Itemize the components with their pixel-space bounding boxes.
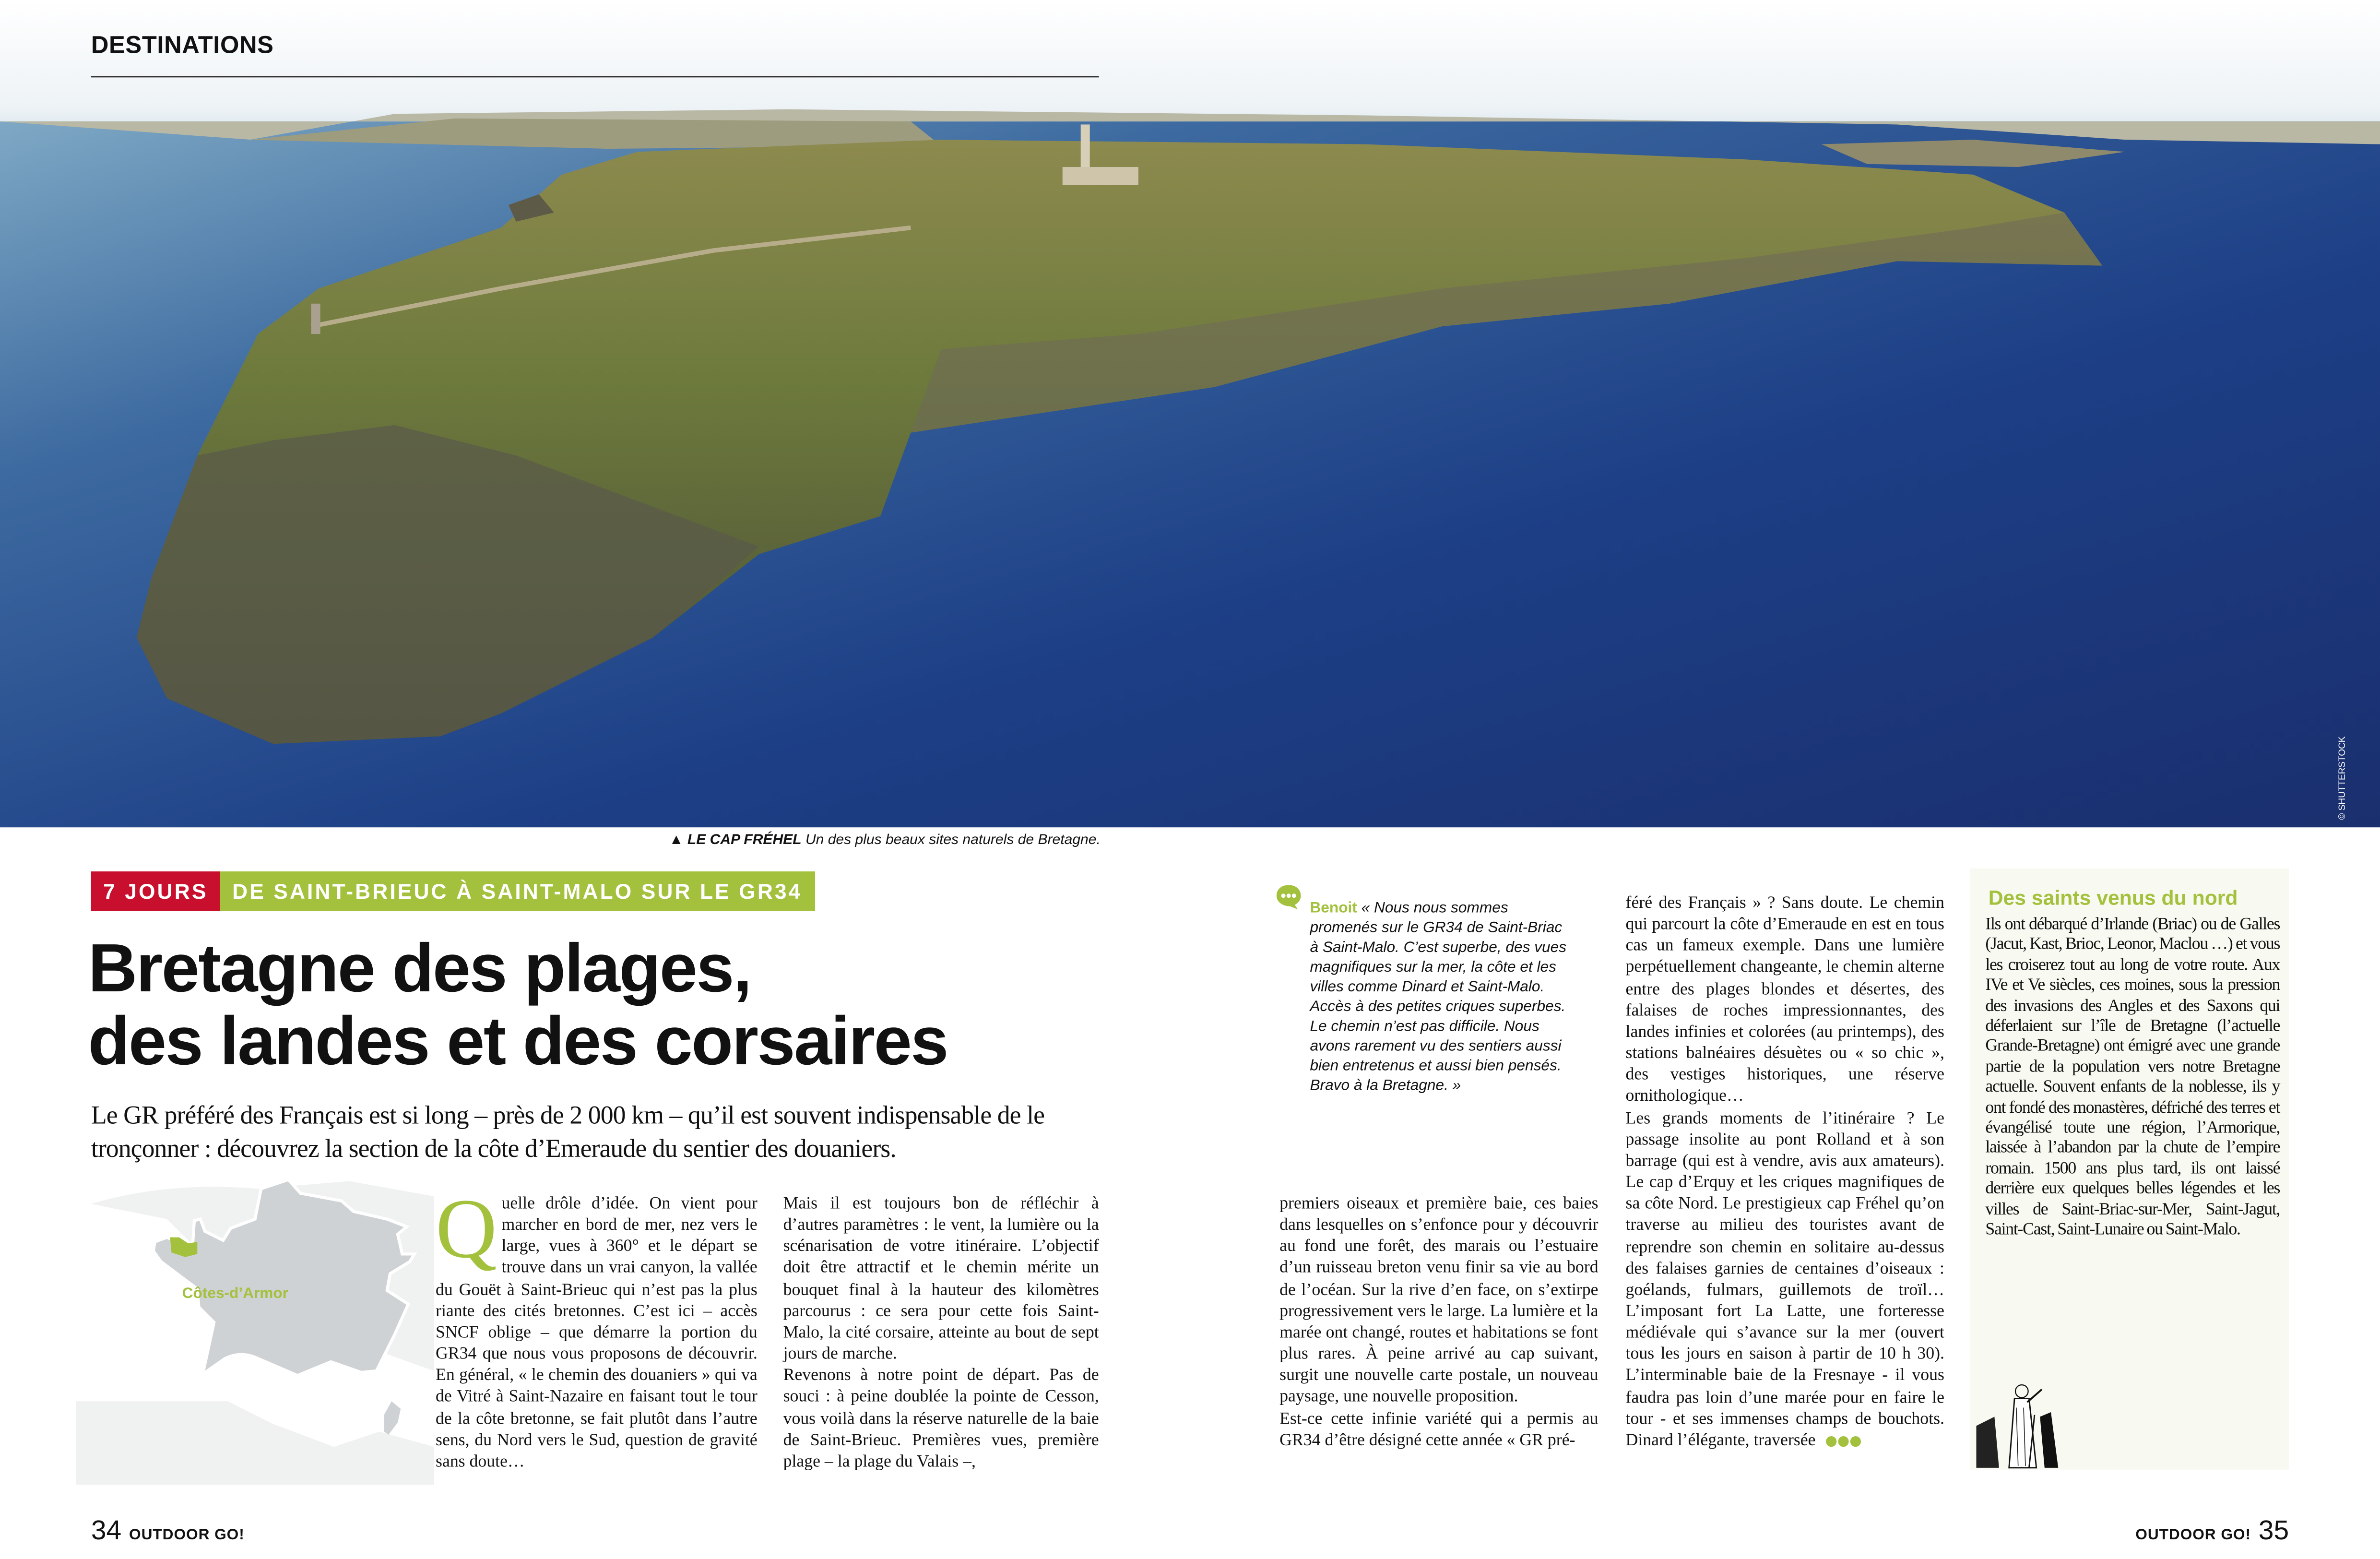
body-column-3 bbox=[1279, 1193, 1598, 1451]
title-line-1: Bretagne des plages, bbox=[88, 929, 751, 1007]
page-number: 35 bbox=[2258, 1515, 2289, 1546]
title-line-2: des landes et des corsaires bbox=[88, 1002, 947, 1080]
body-column-4 bbox=[1626, 893, 1944, 1452]
france-map bbox=[76, 1174, 434, 1485]
paragraph-text: Les grands moments de l’itinéraire ? Le passage insolite au pont Rolland et à son barrage (qui est à vendre, avis aux amateurs). Le cap d’Erquy et les criques magnifiques de sa côte Nord. Le prestigieux cap Fréhel qu’on traverse au milieu des touristes avant de reprendre son chemin en solitaire au-dessus des falaises garnies de centaines d’oiseaux : goélands, fulmars, guillemots de troïl… L’imposant fort La Latte, une forteresse médiévale qui s’avance sur la mer (ouvert tous les jours en saison à partir de 10 h 30). L’interminable baie de la Fresnaye - il vous faudra pas loin d’une marée pour en faire le tour - et ses immenses champs de bouchots. Dinard l’élégante, traversée bbox=[1625, 1109, 1944, 1450]
paragraph: premiers oiseaux et première baie, ces baies dans lesquelles on s’enfonce pour y découvrir au fond une forêt, des marais ou l’estuaire d’un ruisseau breton venu finir sa vie au bord de l’océan. Sur la rive d’en face, on s’extirpe progressivement vers le large. La lumière et la marée ont changé, routes et habitations se font plus rares. À peine arrivé au cap suivant, surgit une nouvelle carte postale, un nouveau paysage, une nouvelle proposition. bbox=[1279, 1194, 1599, 1407]
quote-text: « Nous nous sommes promenés sur le GR34 de Saint-Briac à Saint-Malo. C’est superbe, des vues magnifiques sur la mer, la côte et les villes comme Dinard et Saint-Malo. Accès à des petites criques superbes. Le chemin n’est pas difficile. Nous avons rarement vu des sentiers aussi bien entretenus et aussi bien pensés. Bravo à la Bretagne. » bbox=[1310, 900, 1567, 1095]
sidebar-title: Des saints venus du nord bbox=[1988, 886, 2238, 910]
photo-credit: © SHUTTERSTOCK bbox=[2339, 736, 2348, 820]
page-number: 34 bbox=[91, 1515, 122, 1546]
caption-triangle-icon: ▲ bbox=[669, 832, 687, 849]
duration-badge: 7 JOURS bbox=[91, 871, 220, 911]
article-standfirst: Le GR préféré des Français est si long – près de 2 000 km – qu’il est souvent indispensable de le tronçonner : découvrez la section de la côte d’Emeraude du sentier des douaniers. bbox=[91, 1100, 1045, 1163]
paragraph: Revenons à notre point de départ. Pas de souci : à peine doublée la pointe de Cesson, vous voilà dans la réserve naturelle de la baie de Saint-Brieuc. Premières vues, première plage – la plage du Valais –, bbox=[783, 1367, 1099, 1471]
body-column-1 bbox=[436, 1182, 758, 1473]
paragraph bbox=[1626, 1107, 1944, 1452]
magazine-name: OUTDOOR GO! bbox=[2135, 1527, 2251, 1544]
paragraph: Est-ce cette infinie variété qui a permis au GR34 d’être désigné cette année « GR pré- bbox=[1279, 1409, 1599, 1450]
route-banner bbox=[91, 871, 815, 911]
map-label-cotes-darmor: Côtes-d’Armor bbox=[182, 1284, 289, 1302]
paragraph: uelle drôle d’idée. On vient pour marcher en bord de mer, nez vers le large, vues à 360° et le départ se trouve dans un vrai canyon, la vallée du Gouët à Saint-Brieuc qui n’est pas la plus riante des cités bretonnes. C’est ici – accès SNCF oblige – que démarre la portion du GR34 que nous vous proposons de découvrir. En général, « le chemin des douaniers » qui va de Vitré à Saint-Nazaire en faisant tout le tour de la côte bretonne, se fait plutôt dans l’autre sens, du Nord vers le Sud, question de gravité sans doute… bbox=[436, 1194, 758, 1471]
quote-author: Benoit bbox=[1310, 900, 1357, 917]
sidebar-text bbox=[1985, 916, 2280, 1465]
section-label: DESTINATIONS bbox=[91, 33, 274, 60]
sidebar-box bbox=[1970, 869, 2289, 1470]
paragraph: Mais il est toujours bon de réfléchir à d’autres paramètres : le vent, la lumière ou la scénarisation de votre itinéraire. L’objectif doit être attractif et le chemin mérite un bouquet final à la hauteur des kilomètres parcourus : ce sera pour cette fois Saint-Malo, la cité corsaire, atteinte au bout de sept jours de marche. bbox=[783, 1194, 1099, 1364]
article-title bbox=[88, 929, 947, 1080]
header-divider bbox=[91, 76, 1099, 77]
sidebar-paragraph: Ils ont débarqué d’Irlande (Briac) ou de Galles (Jacut, Kast, Brioc, Leonor, Maclou …) et vous les croiserez tout au long de votre route. Aux IVe et Ve siècles, ces moines, sous la pression des invasions des Angles et des Saxons qui déferlaient sur l’île de Bretagne (l’actuelle Grande-Bretagne) ont émigré avec une grande partie de la population vers notre Bretagne actuelle. Souvent enfants de la noblesse, ils y ont fondé des monastères, défriché des terres et évangélisé toute une région, l’Armorique, laissée à l’abandon par la chute de l’empire romain. 1500 ans plus tard, ils ont laissé derrière eux quelques belles légendes et les villes de Saint-Briac-sur-Mer, Saint-Jagut, Saint-Cast, Saint-Lunaire ou Saint-Malo. bbox=[1985, 915, 2280, 1239]
caption-text: Un des plus beaux sites naturels de Bretagne. bbox=[801, 832, 1101, 849]
folio-left bbox=[91, 1515, 245, 1547]
quote-body bbox=[1310, 899, 1568, 1096]
paragraph: féré des Français » ? Sans doute. Le chemin qui parcourt la côte d’Emeraude en est en tous cas un fameux exemple. Dans une lumière perpétuellement changeante, le chemin alterne entre des plages blondes et désertes, des falaises de roches impressionnantes, des landes infinies et colorées (au printemps), des stations balnéaires désuètes ou « so chic », des vestiges historiques, une réserve ornithologique… bbox=[1625, 894, 1944, 1106]
speech-bubble-icon bbox=[1275, 883, 1305, 911]
folio-right bbox=[2135, 1515, 2289, 1547]
drop-cap: Q bbox=[436, 1182, 497, 1277]
magazine-name: OUTDOOR GO! bbox=[129, 1527, 245, 1544]
continued-dots-icon bbox=[1824, 1430, 1861, 1452]
route-label: DE SAINT-BRIEUC À SAINT-MALO SUR LE GR34 bbox=[220, 871, 815, 911]
body-column-2 bbox=[783, 1193, 1099, 1473]
caption-title: LE CAP FRÉHEL bbox=[687, 832, 802, 849]
photo-caption bbox=[668, 832, 1101, 849]
